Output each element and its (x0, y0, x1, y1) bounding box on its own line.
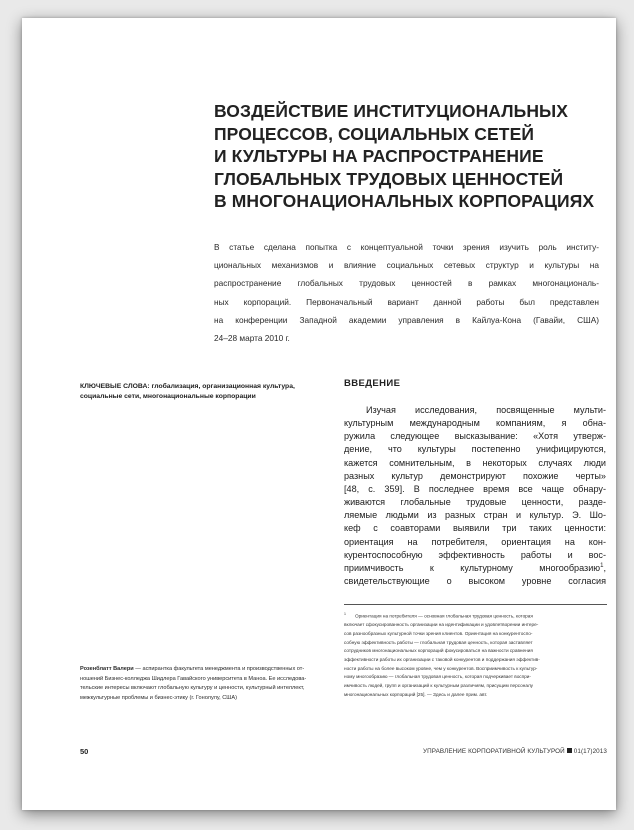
title-line: ВОЗДЕЙСТВИЕ ИНСТИТУЦИОНАЛЬНЫХ (214, 101, 569, 121)
abstract-line: 24–28 марта 2010 г. (214, 333, 290, 344)
title-line: ПРОЦЕССОВ, СОЦИАЛЬНЫХ СЕТЕЙ (214, 123, 535, 144)
footnote-line: ному многообразию — глобальная трудовая ценность, которая подчеркивает воспри- (344, 674, 531, 680)
abstract-line: на конференции Западной академии управления в Кайлуа-Кона (Гавайи, США) (214, 314, 599, 325)
title-line: ГЛОБАЛЬНЫХ ТРУДОВЫХ ЦЕННОСТЕЙ (214, 168, 564, 189)
abstract-line: распространение глобальных трудовых ценностей в рамках многонациональ- (214, 278, 599, 289)
footnote-line-text: Ориентация на потребителя — основная глобальная трудовая ценность, которая (354, 613, 533, 619)
footnote-line: собную эффективность работы — глобальная трудовая ценность, которая заставляет (344, 639, 533, 645)
keywords-block (80, 382, 335, 401)
article-abstract (214, 238, 599, 347)
footnote-line: сотрудников многонациональных корпораций фокусироваться на важности сравнения (344, 648, 533, 654)
page-number: 50 (80, 747, 89, 756)
body-line: курентоспособную эффективность работы и вос- (344, 549, 606, 560)
body-line: кажется сомнительным, в некоторых случаях люди (344, 457, 606, 468)
author-bio-text: — аспирантка факультета менеджмента и производственных от- (133, 666, 305, 672)
body-paragraph (344, 404, 606, 588)
body-line: дение, что культуры постепенно унифицируются, (344, 444, 606, 455)
author-info (80, 665, 342, 703)
running-footer (392, 748, 607, 755)
footnote-line (344, 610, 606, 621)
section-heading: ВВЕДЕНИЕ (344, 378, 401, 389)
body-line-text: приимчивость к культурному многообразию (344, 562, 601, 573)
journal-issue: 01(17)2013 (573, 748, 607, 755)
body-line: ориентация на потребителя, ориентация на кон- (344, 536, 606, 547)
footnote-reference[interactable]: 1 (600, 562, 604, 569)
article-title (214, 100, 609, 213)
body-line: [48, с. 359]. В последнее время все чаще обнару- (344, 483, 606, 494)
body-line: кеф с соавторами выявили три таких ценности: (344, 523, 606, 534)
body-line: культурным международным компаниям, я обна- (344, 418, 606, 429)
journal-name: УПРАВЛЕНИЕ КОРПОРАТИВНОЙ КУЛЬТУРОЙ (422, 748, 565, 755)
body-line: свидетельствующие о высоком уровне согласия (344, 576, 606, 587)
footnote-line: многонациональных корпораций [25]. — Здесь и далее прим. авт. (344, 691, 488, 697)
body-line-punctuation: , (603, 562, 606, 573)
footnote-divider (344, 604, 607, 605)
body-line: Изучая исследования, посвященные мульти- (366, 405, 606, 415)
abstract-line: циональных механизмов и влияние социальных сетевых структур и культуры на (214, 260, 599, 271)
author-bio-line: тельские интересы включают глобальную культуру и ценности, культурный интеллект, (80, 685, 305, 692)
footnote-line: ности работы на более высоком уровне, чем у конкурентов. Восприимчивость к культур- (344, 665, 538, 671)
footnote-line: эффективности работы их организации с таковой конкурентов и поддержания эффектив- (344, 657, 540, 663)
square-separator-icon (567, 748, 572, 753)
body-line: ружила следующее высказывание: «Хотя утверж- (344, 431, 606, 442)
author-line (80, 665, 342, 675)
title-line: И КУЛЬТУРЫ НА РАСПРОСТРАНЕНИЕ (214, 146, 544, 166)
keywords-text: глобализация, организационная культура, социальные сети, многонациональные корпорации (80, 383, 295, 400)
footnote-block (344, 610, 606, 700)
title-line: В МНОГОНАЦИОНАЛЬНЫХ КОРПОРАЦИЯХ (214, 191, 595, 211)
body-line: живаются глобальные трудовые ценности, разде- (344, 497, 606, 508)
body-line: разных культур демонстрируют похожие черты» (344, 470, 606, 481)
footnote-number: 1 (344, 612, 346, 616)
abstract-line: В статье сделана попытка с концептуальной точки зрения изучить роль институ- (214, 242, 599, 252)
author-bio-line: межкультурные проблемы и бизнес-этику (г. Гонолулу, США) (80, 694, 237, 701)
journal-page (22, 18, 616, 810)
body-line-with-footnote (344, 562, 606, 575)
author-name: Розенблатт Валери (80, 666, 134, 672)
keywords-label: КЛЮЧЕВЫЕ СЛОВА: (80, 383, 150, 390)
body-line: ляемые людьми из разных стран и культур. Э. Шо- (344, 510, 606, 521)
footnote-line: сов разнообразных культурной точки зрения клиентов. Ориентация на конкурентоспо- (344, 630, 533, 636)
abstract-line: ных корпораций. Первоначальный вариант данной работы был представлен (214, 296, 599, 307)
footnote-line: включает сфокусированность организации на идентификации и удовлетворении интере- (344, 622, 539, 628)
footnote-line: имчивость людей, групп и организаций к культурным различиям, присущим персоналу (344, 683, 534, 689)
author-bio-line: ношений Бизнес-колледжа Шидлера Гавайского университета в Маноа. Ее исследова- (80, 675, 307, 682)
